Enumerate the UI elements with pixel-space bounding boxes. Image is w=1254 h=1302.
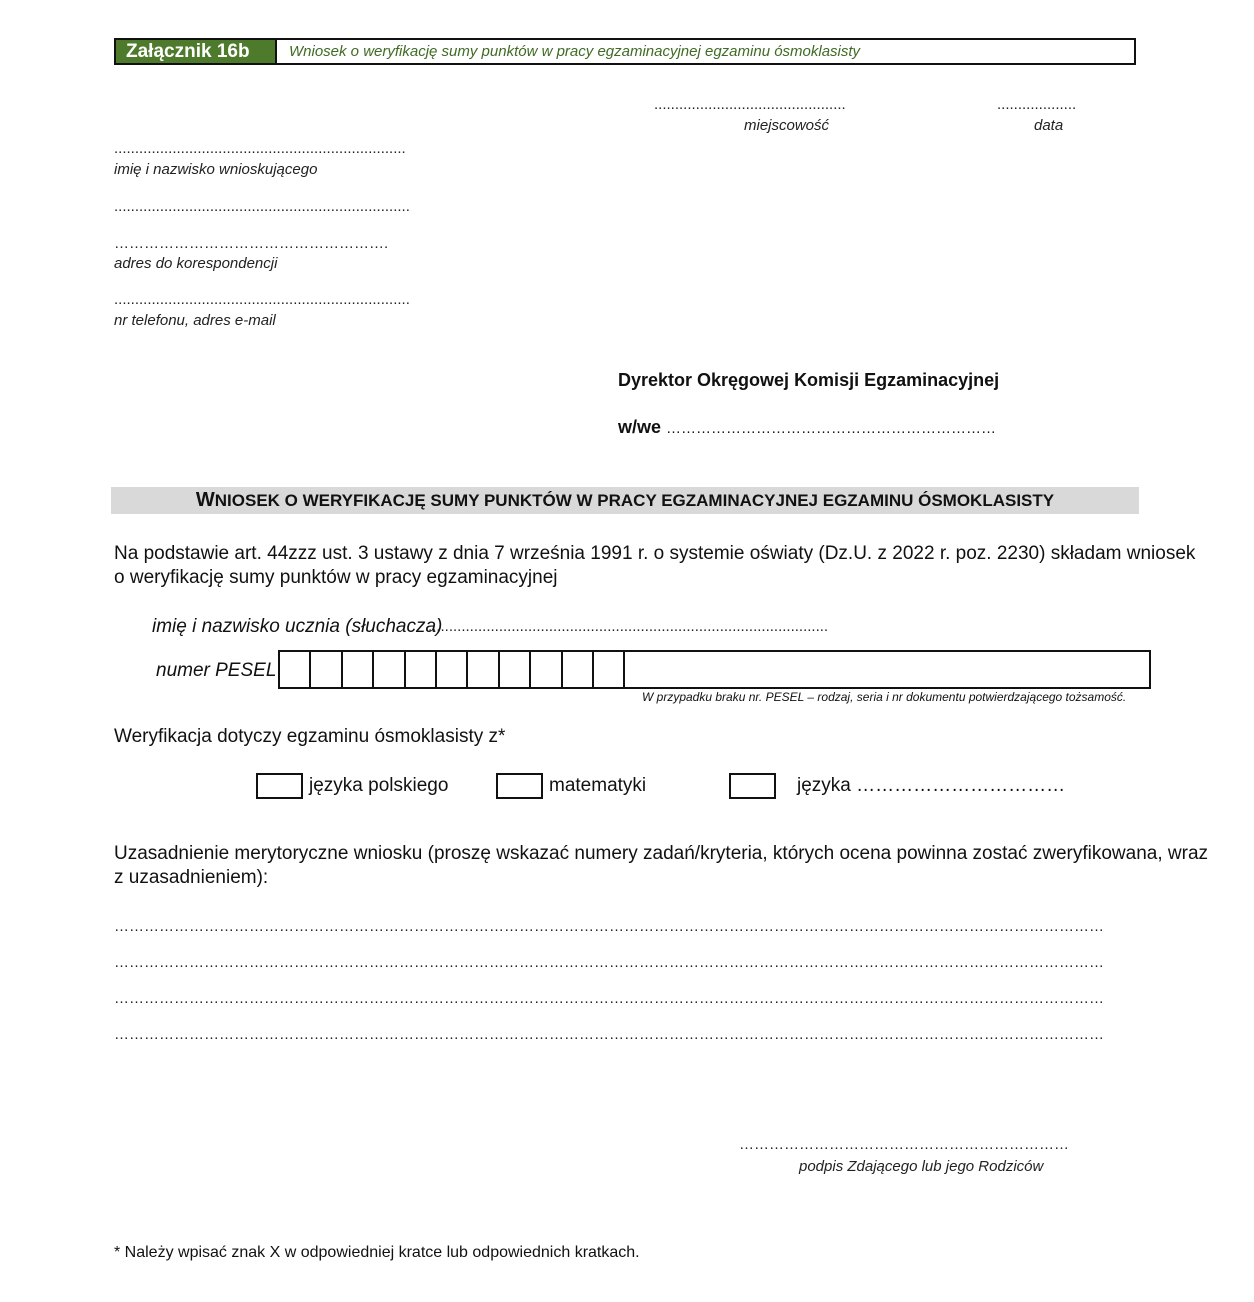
justification-line-2: z uzasadnieniem):: [114, 867, 269, 888]
option-polish-label: języka polskiego: [309, 775, 449, 796]
recipient-in-label: w/we: [618, 417, 662, 437]
pesel-digit-cell[interactable]: [594, 652, 625, 687]
pesel-note: W przypadku braku nr. PESEL – rodzaj, seria i nr dokumentu potwierdzającego tożsamość.: [642, 690, 1127, 704]
justification-line-1: Uzasadnienie merytoryczne wniosku (proszę wskazać numery zadań/kryteria, których ocena powinna zostać zweryfikowana, wraz: [114, 843, 1209, 864]
address-line2-field[interactable]: ……………………………………………….: [114, 235, 389, 252]
pesel-digit-cell[interactable]: [563, 652, 594, 687]
pesel-digit-cell[interactable]: [343, 652, 374, 687]
applicant-name-field[interactable]: ......................................................................: [114, 140, 406, 157]
form-title-first-letter: W: [195, 489, 215, 511]
pesel-digit-cell[interactable]: [311, 652, 342, 687]
recipient-title: Dyrektor Okręgowej Komisji Egzaminacyjnej: [618, 370, 1000, 390]
pesel-digit-cell[interactable]: [500, 652, 531, 687]
option-math-label: matematyki: [549, 775, 647, 796]
identity-document-field[interactable]: [625, 652, 1149, 687]
contact-field[interactable]: .......................................................................: [114, 291, 410, 308]
option-language-label: języka ……………………………: [797, 775, 1066, 796]
intro-line-2: o weryfikację sumy punktów w pracy egzaminacyjnej: [114, 567, 558, 588]
pesel-digit-cell[interactable]: [374, 652, 405, 687]
intro-line-1: Na podstawie art. 44zzz ust. 3 ustawy z dnia 7 września 1991 r. o systemie oświaty (Dz.U. z 2022 r. poz. 2230) składam wniosek: [114, 543, 1196, 564]
pesel-digit-cell[interactable]: [280, 652, 311, 687]
address-line1-field[interactable]: .......................................................................: [114, 198, 410, 215]
justification-field-line[interactable]: ………………………………………………………………………………………………………………………………………………………………………………: [114, 1026, 1104, 1043]
pesel-digit-cell[interactable]: [468, 652, 499, 687]
form-title: [111, 487, 1139, 514]
student-name-label: imię i nazwisko ucznia (słuchacza): [152, 616, 443, 637]
date-field[interactable]: ...................: [997, 96, 1077, 113]
signature-label: podpis Zdającego lub jego Rodziców: [799, 1158, 1044, 1175]
address-label: adres do korespondencji: [114, 255, 278, 272]
justification-field-line[interactable]: ………………………………………………………………………………………………………………………………………………………………………………: [114, 918, 1104, 935]
justification-field-line[interactable]: ………………………………………………………………………………………………………………………………………………………………………………: [114, 990, 1104, 1007]
attachment-header: [114, 38, 1136, 65]
place-field[interactable]: ..............................................: [654, 96, 846, 113]
checkbox-math[interactable]: [496, 773, 543, 799]
form-title-rest: NIOSEK O WERYFIKACJĘ SUMY PUNKTÓW W PRACY EGZAMINACYJNEJ EGZAMINU ÓSMOKLASISTY: [214, 490, 1055, 510]
footnote: * Należy wpisać znak X w odpowiedniej kratce lub odpowiednich kratkach.: [114, 1244, 640, 1261]
pesel-digit-cell[interactable]: [437, 652, 468, 687]
pesel-digit-cell[interactable]: [406, 652, 437, 687]
contact-label: nr telefonu, adres e-mail: [114, 312, 276, 329]
date-label: data: [1034, 117, 1064, 134]
place-label: miejscowość: [744, 117, 830, 134]
checkbox-language[interactable]: [729, 773, 776, 799]
recipient-location-field[interactable]: …………………………………………………………: [666, 420, 997, 437]
justification-field-line[interactable]: ………………………………………………………………………………………………………………………………………………………………………………: [114, 954, 1104, 971]
pesel-grid: [278, 650, 1151, 689]
attachment-description: Wniosek o weryfikację sumy punktów w pracy egzaminacyjnej egzaminu ósmoklasisty: [289, 43, 861, 60]
student-name-field[interactable]: ................................................................................................: [428, 618, 829, 635]
attachment-tag: Załącznik 16b: [116, 40, 277, 63]
pesel-label: numer PESEL: [156, 660, 277, 681]
verification-label: Weryfikacja dotyczy egzaminu ósmoklasisty z*: [114, 726, 506, 747]
pesel-digit-cell[interactable]: [531, 652, 562, 687]
recipient-location: [618, 417, 996, 438]
checkbox-polish[interactable]: [256, 773, 303, 799]
signature-field[interactable]: …………………………………………………………: [739, 1136, 1069, 1153]
applicant-name-label: imię i nazwisko wnioskującego: [114, 161, 318, 178]
